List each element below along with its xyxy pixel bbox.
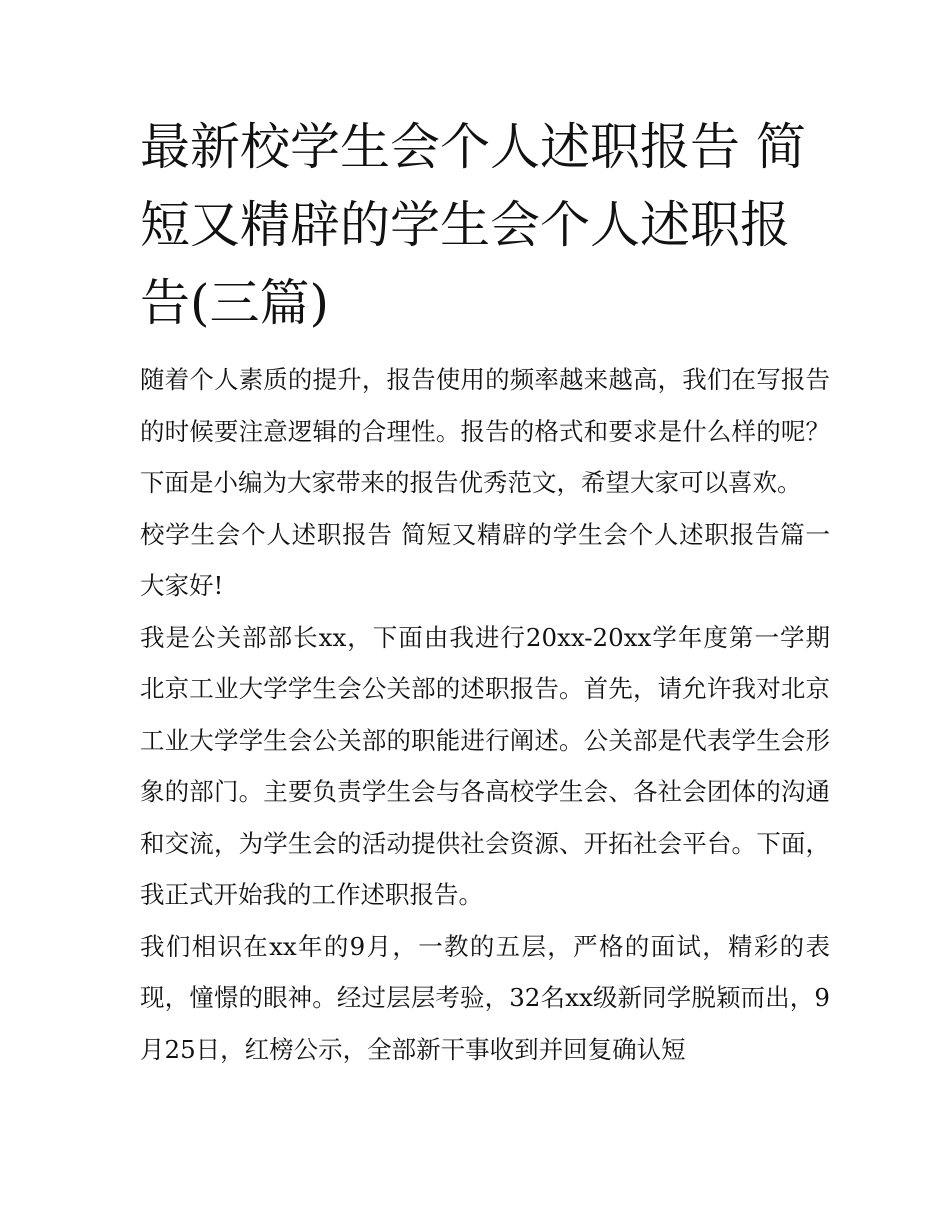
document-title: 最新校学生会个人述职报告 简短又精辟的学生会个人述职报告(三篇)	[140, 118, 806, 332]
paragraph-intro: 随着个人素质的提升，报告使用的频率越来越高，我们在写报告的时候要注意逻辑的合理性。报告的格式和要求是什么样的呢？下面是小编为大家带来的报告优秀范文，希望大家可以喜欢。	[140, 365, 830, 497]
document-body	[140, 354, 830, 1075]
paragraph-self-introduction: 我是公关部部长xx，下面由我进行20xx-20xx学年度第一学期北京工业大学学生会公关部的述职报告。首先，请允许我对北京工业大学学生会公关部的职能进行阐述。公关部是代表学生会形象的部门。主要负责学生会与各高校学生会、各社会团体的沟通和交流，为学生会的活动提供社会资源、开拓社会平台。下面，我正式开始我的工作述职报告。	[140, 622, 830, 909]
paragraph-recruitment: 我们相识在xx年的9月，一教的五层，严格的面试，精彩的表现，憧憬的眼神。经过层层考验，32名xx级新同学脱颖而出，9月25日，红榜公示，全部新干事收到并回复确认短	[140, 931, 830, 1064]
paragraph-section-heading: 校学生会个人述职报告 简短又精辟的学生会个人述职报告篇一 大家好!	[140, 519, 830, 600]
